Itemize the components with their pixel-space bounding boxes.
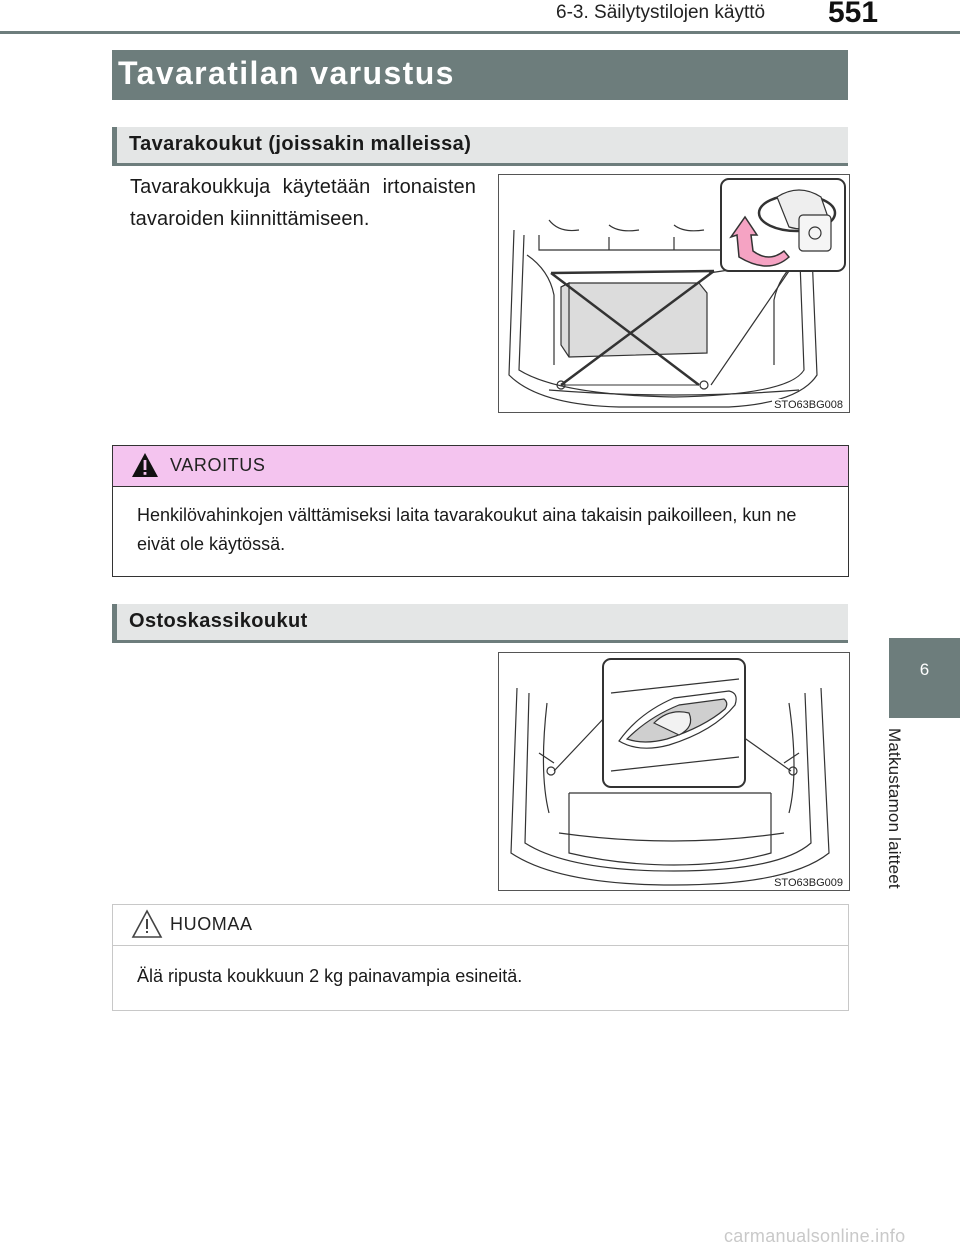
header-rule bbox=[0, 31, 960, 34]
section-heading-cargo-hooks bbox=[112, 127, 848, 166]
cargo-hooks-description: Tavarakoukkuja käytetään irtonaisten tavaroiden kiinnittämiseen. bbox=[130, 176, 476, 230]
figure-code: STO63BG008 bbox=[774, 399, 843, 411]
shopping-bag-hooks-illustration bbox=[499, 653, 849, 890]
note-title: HUOMAA bbox=[170, 914, 253, 934]
page-title-bar bbox=[112, 50, 848, 100]
warning-header bbox=[113, 446, 848, 487]
page-number: 551 bbox=[828, 0, 879, 29]
chapter-number: 6 bbox=[919, 660, 930, 679]
warning-box bbox=[112, 445, 849, 577]
watermark: carmanualsonline.info bbox=[724, 1226, 906, 1246]
section-heading-shopping-bag-hooks bbox=[112, 604, 848, 643]
warning-title: VAROITUS bbox=[170, 455, 266, 475]
section-heading-text: Ostoskassikoukut bbox=[129, 610, 308, 632]
note-box bbox=[112, 904, 849, 1011]
running-header-section: 6-3. Säilytystilojen käyttö bbox=[556, 2, 766, 23]
cargo-hooks-illustration bbox=[499, 175, 849, 412]
shopping-bag-hooks-figure bbox=[498, 652, 850, 891]
figure-code: STO63BG009 bbox=[774, 877, 843, 889]
warning-text: Henkilövahinkojen välttämiseksi laita tavarakoukut aina takaisin paikoilleen, kun ne eivät ole käytössä. bbox=[137, 505, 797, 554]
section-heading-text: Tavarakoukut (joissakin malleissa) bbox=[129, 133, 472, 155]
caution-triangle-icon bbox=[131, 909, 163, 939]
note-header bbox=[113, 905, 848, 946]
page-title: Tavaratilan varustus bbox=[118, 55, 455, 91]
note-text: Älä ripusta koukkuun 2 kg painavampia esineitä. bbox=[137, 966, 523, 986]
chapter-title-text: Matkustamon laitteet bbox=[885, 728, 904, 889]
cargo-hooks-figure bbox=[498, 174, 850, 413]
chapter-title bbox=[884, 728, 924, 918]
warning-triangle-icon bbox=[131, 452, 159, 478]
